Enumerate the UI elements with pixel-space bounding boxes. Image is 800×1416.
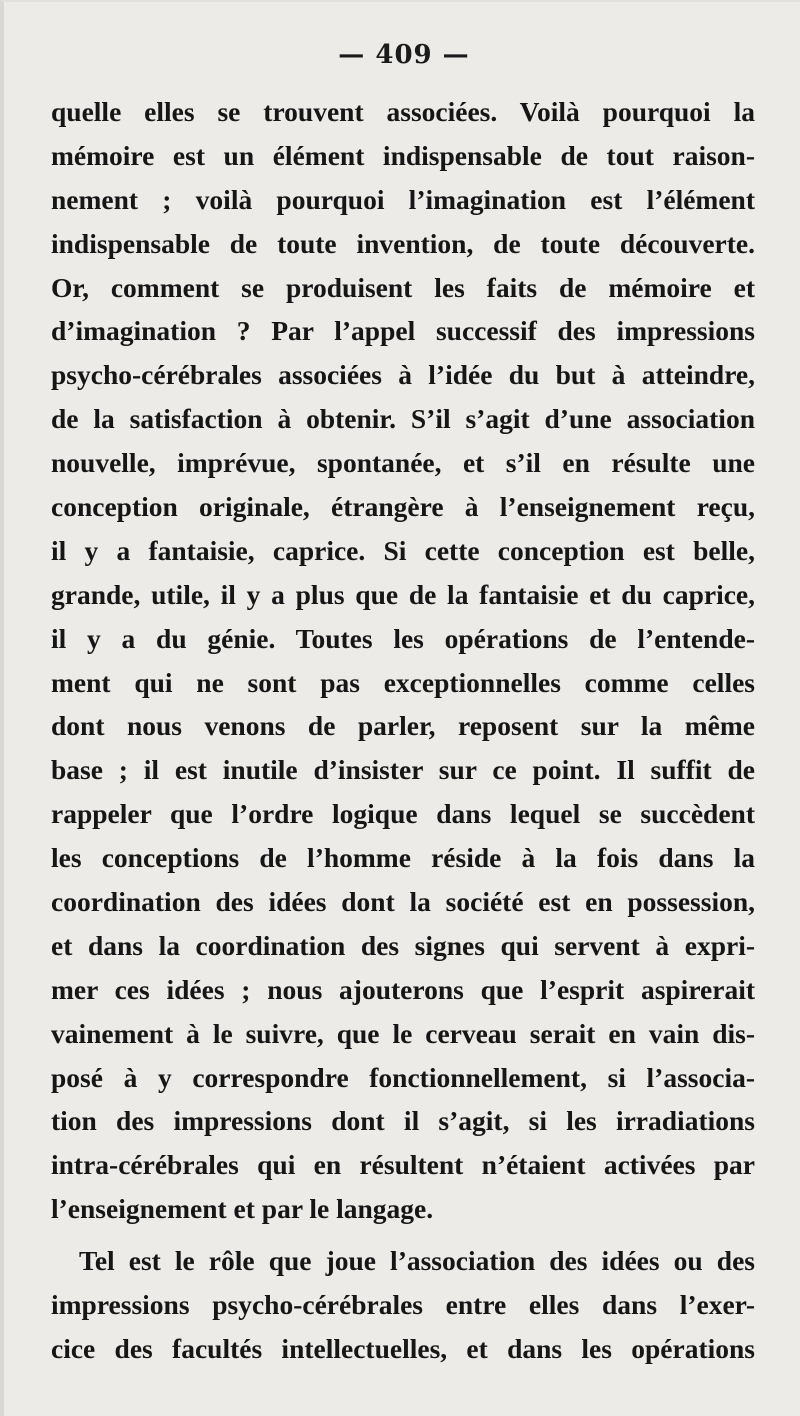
paragraph-1 xyxy=(51,90,755,1231)
text-line: les conceptions de l’homme réside à la fois dans la xyxy=(51,842,755,874)
text-line: tion des impressions dont il s’agit, si les irradiations xyxy=(51,1105,755,1137)
text-line: nement ; voilà pourquoi l’imagination est l’élément xyxy=(51,183,755,215)
text-line: vainement à le suivre, que le cerveau serait en vain dis- xyxy=(51,1017,755,1049)
text-line: quelle elles se trouvent associées. Voilà pourquoi la xyxy=(51,96,755,127)
text-line: nouvelle, imprévue, spontanée, et s’il en résulte une xyxy=(51,447,755,479)
text-line: l’enseignement et par le langage. xyxy=(51,1193,434,1225)
text-line: il y a fantaisie, caprice. Si cette conception est belle, xyxy=(51,534,755,566)
text-line: ment qui ne sont pas exceptionnelles comme celles xyxy=(51,666,755,698)
text-line: impressions psycho-cérébrales entre elles dans l’exer- xyxy=(51,1289,755,1321)
text-line: conception originale, étrangère à l’enseignement reçu, xyxy=(51,491,755,523)
text-line: coordination des idées dont la société est en possession, xyxy=(51,886,755,918)
text-line: grande, utile, il y a plus que de la fantaisie et du caprice, xyxy=(51,578,755,610)
text-line: il y a du génie. Toutes les opérations de l’entende- xyxy=(51,622,755,654)
paragraph-gap xyxy=(51,1231,755,1239)
text-line: Or, comment se produisent les faits de mémoire et xyxy=(51,271,755,303)
text-line: cice des facultés intellectuelles, et dans les opérations xyxy=(51,1332,755,1364)
paragraph-2 xyxy=(51,1239,755,1371)
text-line: mémoire est un élément indispensable de tout raison- xyxy=(51,139,755,171)
text-line: Tel est le rôle que joue l’association des idées ou des xyxy=(79,1245,755,1277)
text-line: indispensable de toute invention, de toute découverte. xyxy=(51,227,755,259)
text-line: base ; il est inutile d’insister sur ce point. Il suffit de xyxy=(51,754,755,786)
text-line: de la satisfaction à obtenir. S’il s’agit d’une association xyxy=(51,403,755,435)
text-line: mer ces idées ; nous ajouterons que l’esprit aspirerait xyxy=(51,973,755,1005)
text-line: dont nous venons de parler, reposent sur la même xyxy=(51,710,755,742)
text-line: psycho-cérébrales associées à l’idée du but à atteindre, xyxy=(51,359,755,391)
page-number: — 409 — xyxy=(338,40,470,70)
text-line: et dans la coordination des signes qui servent à expri- xyxy=(51,929,755,961)
body-text xyxy=(51,90,755,1371)
text-line: d’imagination ? Par l’appel successif des impressions xyxy=(51,315,755,347)
text-line: posé à y correspondre fonctionnellement, si l’associa- xyxy=(51,1061,755,1093)
text-line: rappeler que l’ordre logique dans lequel se succèdent xyxy=(51,798,755,830)
text-line: intra-cérébrales qui en résultent n’étaient activées par xyxy=(51,1149,755,1181)
